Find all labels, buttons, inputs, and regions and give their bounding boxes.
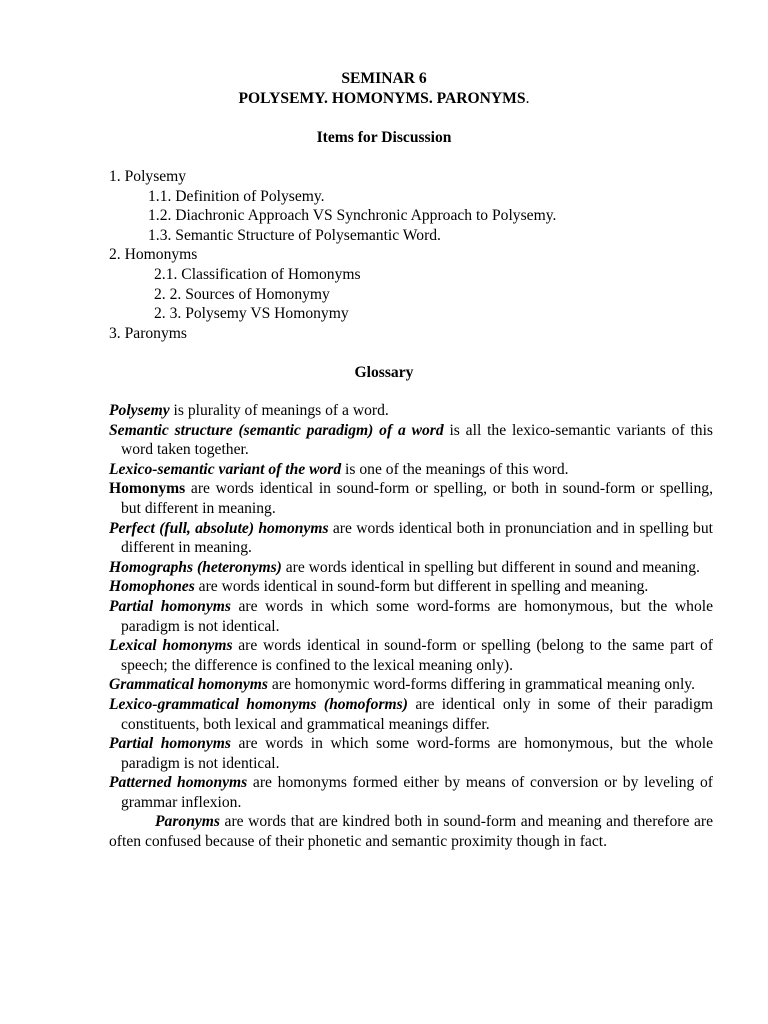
- glossary-term: Lexico-semantic variant of the word: [109, 460, 342, 478]
- glossary-entry: [109, 636, 713, 675]
- discussion-item: 1.1. Definition of Polysemy.: [148, 187, 325, 205]
- glossary-entry: [109, 421, 713, 460]
- discussion-item: 1. Polysemy: [109, 168, 187, 185]
- glossary-definition: are homonyms formed either by means of conversion or by leveling of grammar inflexion.: [121, 774, 713, 811]
- glossary-term: Perfect (full, absolute) homonyms: [109, 519, 329, 537]
- glossary-entry: [109, 597, 713, 636]
- topic-title: [0, 89, 768, 109]
- discussion-item: 2. 3. Polysemy VS Homonymy: [154, 305, 349, 323]
- glossary-entry: [109, 675, 713, 695]
- glossary-term: Lexico-grammatical homonyms (homoforms): [109, 695, 408, 713]
- glossary-term: Partial homonyms: [109, 735, 231, 753]
- glossary-entry: [109, 401, 713, 421]
- glossary-term: Polysemy: [109, 402, 170, 419]
- glossary-definition: are identical only in some of their paradigm constituents, both lexical and grammatical meanings differ.: [121, 695, 713, 733]
- discussion-item: 2. 2. Sources of Homonymy: [154, 285, 330, 303]
- discussion-item: 2.1. Classification of Homonyms: [154, 265, 361, 283]
- discussion-item: 1.2. Diachronic Approach VS Synchronic Approach to Polysemy.: [148, 207, 557, 225]
- glossary-entry: [109, 479, 713, 518]
- glossary-entry: [109, 577, 713, 597]
- glossary-entry: [109, 519, 713, 558]
- glossary-entry: [109, 773, 713, 812]
- glossary-term: Lexical homonyms: [109, 637, 233, 655]
- glossary-definition: is all the lexico-semantic variants of this word taken together.: [121, 421, 713, 459]
- glossary-term: Homonyms: [109, 480, 186, 498]
- glossary-entry: [109, 695, 713, 734]
- glossary-definition: are words identical in sound-form or spelling (belong to the same part of speech; the difference is confined to the lexical meaning only).: [121, 637, 713, 674]
- topic-title-dot: .: [525, 90, 530, 107]
- glossary-term: Semantic structure (semantic paradigm) of a word: [109, 421, 444, 439]
- glossary-entry: [109, 558, 713, 578]
- discussion-items-list: [109, 167, 713, 343]
- discussion-item: 3. Paronyms: [109, 324, 187, 342]
- glossary-term: Homographs (heteronyms): [109, 558, 282, 576]
- glossary-heading: Glossary: [354, 364, 414, 381]
- glossary-term: Grammatical homonyms: [109, 676, 268, 694]
- glossary-term: Patterned homonyms: [109, 774, 248, 792]
- discussion-item: 2. Homonyms: [109, 246, 198, 264]
- glossary-definition: are words in which some word-forms are homonymous, but the whole paradigm is not identical.: [121, 597, 713, 635]
- seminar-title: SEMINAR 6: [341, 70, 427, 87]
- glossary-entry: [109, 460, 713, 480]
- glossary-list: [109, 401, 713, 852]
- glossary-definition: is one of the meanings of this word.: [341, 460, 569, 478]
- paronyms-paragraph: [109, 812, 713, 851]
- topic-title-text: POLYSEMY. HOMONYMS. PARONYMS: [238, 90, 526, 107]
- items-for-discussion-heading: Items for Discussion: [316, 129, 452, 146]
- glossary-entry: [109, 734, 713, 773]
- glossary-definition: are words identical in spelling but different in sound and meaning.: [281, 558, 700, 576]
- glossary-definition: are homonymic word-forms differing in grammatical meaning only.: [267, 676, 695, 694]
- glossary-definition: are words in which some word-forms are homonymous, but the whole paradigm is not identical.: [121, 735, 713, 772]
- discussion-item: 1.3. Semantic Structure of Polysemantic Word.: [148, 226, 441, 244]
- glossary-definition: are words identical both in pronunciation and in spelling but different in meaning.: [121, 519, 713, 557]
- glossary-definition: are words that are kindred both in sound-form and meaning and therefore are often confused because of their phonetic and semantic proximity though in fact.: [109, 813, 713, 851]
- glossary-definition: are words identical in sound-form but different in spelling and meaning.: [194, 578, 649, 596]
- glossary-definition: are words identical in sound-form or spelling, or both in sound-form or spelling, but different in meaning.: [121, 480, 713, 517]
- glossary-term: Paronyms: [155, 813, 220, 831]
- glossary-term: Partial homonyms: [109, 597, 231, 615]
- glossary-term: Homophones: [109, 578, 195, 596]
- glossary-definition: is plurality of meanings of a word.: [169, 402, 389, 419]
